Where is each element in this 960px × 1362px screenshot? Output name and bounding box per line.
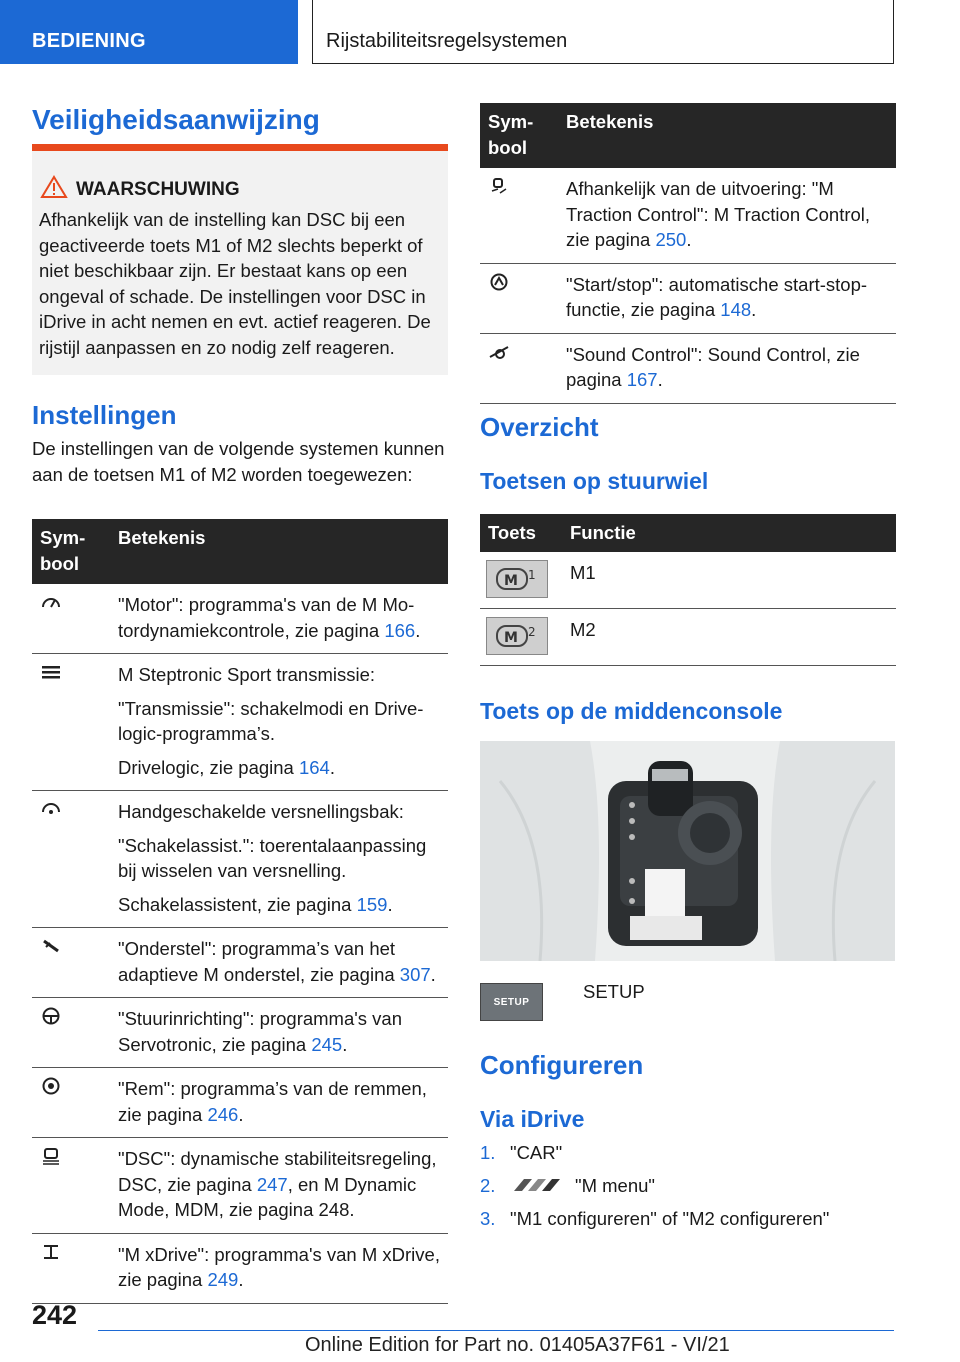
meaning-paragraph (566, 272, 888, 323)
meaning-text-suffix: . (751, 299, 757, 320)
table-row (32, 654, 448, 791)
m2-button-icon (486, 617, 548, 655)
settings-title: Instellingen (32, 400, 177, 430)
traction-icon (488, 177, 510, 195)
step-number: 1. (480, 1142, 496, 1163)
step-text: "M1 configureren" of "M2 configureren" (510, 1208, 830, 1229)
header-section: BEDIENING (32, 30, 146, 52)
meaning-paragraph (118, 755, 440, 781)
symbol-cell (32, 1068, 110, 1138)
list-item (480, 1142, 900, 1175)
console-title: Toets op de middenconsole (480, 698, 783, 724)
meaning-cell (110, 928, 448, 998)
meaning-cell (558, 168, 896, 263)
meaning-cell (110, 998, 448, 1068)
header-chapter-tab (312, 0, 894, 64)
meaning-paragraph (566, 342, 888, 393)
meaning-text: "M xDrive": programma's van M xDrive, zie pagina (118, 1243, 440, 1290)
safety-title: Veiligheidsaanwijzing (32, 104, 320, 135)
symbol-cell (32, 791, 110, 928)
table-row (480, 168, 896, 263)
wheel-title: Toetsen op stuurwiel (480, 468, 709, 494)
meaning-paragraph (118, 936, 440, 987)
table-row (32, 928, 448, 998)
page-reference-link[interactable]: 250 (655, 229, 687, 250)
page-reference-link[interactable]: 167 (626, 369, 658, 390)
footer-divider (98, 1330, 894, 1331)
meaning-paragraph (118, 662, 440, 688)
page-number: 242 (32, 1300, 78, 1330)
symbol-cell (32, 928, 110, 998)
page-reference-link[interactable]: 148 (720, 299, 752, 320)
edition-info: Online Edition for Part no. 01405A37F61 - VI/21 (305, 1334, 730, 1356)
meaning-paragraph (118, 1006, 440, 1057)
m1-button-icon (486, 560, 548, 598)
table-row (32, 791, 448, 928)
meaning-text: "Transmissie": schakelmodi en Drivelogic-programma’s. (118, 697, 424, 744)
meaning-text-suffix: . (415, 619, 421, 641)
meaning-cell (110, 1068, 448, 1138)
meaning-cell (110, 654, 448, 791)
overview-title: Overzicht (480, 412, 599, 442)
page-reference-link[interactable]: 166 (384, 619, 416, 641)
meaning-cell (110, 584, 448, 654)
meaning-cell (558, 333, 896, 403)
svg-text:1: 1 (528, 567, 536, 582)
col-key-header: Toets (480, 514, 562, 552)
settings-intro: De instellingen van de volgende systemen kunnen aan de toetsen M1 of M2 worden toegewezen: (32, 438, 445, 485)
list-item (480, 1175, 900, 1208)
symbol-cell (32, 998, 110, 1068)
xdrive-icon (40, 1243, 62, 1261)
setup-button-text: SETUP (493, 996, 530, 1008)
setup-label: SETUP (583, 981, 645, 1002)
keys-table (480, 514, 896, 666)
table-row (32, 1138, 448, 1234)
meaning-text: Handgeschakelde versnellingsbak: (118, 801, 404, 822)
gearshift-icon (40, 800, 62, 818)
suspension-icon (40, 937, 62, 955)
col-symbol-header: Sym-bool (32, 519, 110, 584)
symbol-cell (32, 1138, 110, 1234)
table-row (32, 1068, 448, 1138)
page-reference-link[interactable]: 307 (399, 963, 431, 985)
svg-text:M: M (504, 572, 518, 589)
meaning-text: "Schakelassist.": toerentalaanpassing bij wisselen van versnelling. (118, 834, 427, 881)
step-number: 3. (480, 1208, 496, 1229)
meaning-cell (110, 1138, 448, 1234)
symbol-cell (480, 263, 558, 333)
meaning-text: "Onderstel": programma’s van het adaptieve M onderstel, zie pagina (118, 938, 400, 985)
meaning-paragraph (118, 799, 440, 825)
center-console-image (480, 741, 895, 961)
gauge-icon (40, 593, 62, 611)
header-section-tab (0, 0, 298, 64)
list-item (480, 1208, 900, 1241)
col-meaning-header: Betekenis (558, 103, 896, 168)
transmission-icon (40, 663, 62, 681)
step-text: "M menu" (575, 1175, 655, 1196)
meaning-text-suffix: . (342, 1033, 348, 1055)
meaning-text-suffix: , en M Dynamic Mode, MDM, zie pagina 248. (118, 1173, 417, 1220)
symbol-cell (32, 654, 110, 791)
configure-title: Configureren (480, 1050, 644, 1080)
col-meaning-header: Betekenis (110, 519, 448, 584)
table-row (32, 584, 448, 654)
meaning-paragraph (118, 892, 440, 918)
symbol-cell (32, 1233, 110, 1303)
meaning-text: Afhankelijk van de uitvoering: "M Traction Control": M Traction Control, zie pagina (566, 178, 871, 250)
table-row (32, 1233, 448, 1303)
table-row (32, 998, 448, 1068)
meaning-paragraph (118, 1242, 440, 1293)
table-row (480, 552, 896, 609)
sound-icon (488, 343, 510, 361)
page-reference-link[interactable]: 249 (207, 1269, 239, 1290)
meaning-text: "Start/stop": automatische start-stop-functie, zie pagina (566, 273, 868, 320)
page-reference-link[interactable]: 159 (356, 893, 388, 915)
warning-text: Afhankelijk van de instelling kan DSC bij een geactiveerde toets M1 of M2 slechts beperkt of niet beschikbaar zijn. Er bestaat kans op een ongeval of schade. De instellingen voor DSC in iDrive in acht nemen en evt. actief reageren. De rijstijl aanpassen en zo nodig zelf reageren. (39, 209, 431, 358)
meaning-cell (110, 1233, 448, 1303)
meaning-text-suffix: . (430, 963, 436, 985)
warning-heading: WAARSCHUWING (76, 179, 240, 200)
page-reference-link[interactable]: 164 (298, 756, 330, 778)
setup-button-icon (480, 983, 543, 1021)
m-stripes-icon (510, 1177, 566, 1193)
page-reference-link[interactable]: 245 (311, 1033, 343, 1055)
symbol-cell (32, 584, 110, 654)
brake-icon (40, 1077, 62, 1095)
settings-table (32, 519, 448, 1304)
col-symbol-header: Sym-bool (480, 103, 558, 168)
key-function: M1 (562, 552, 896, 609)
warning-box (32, 144, 448, 375)
svg-text:M: M (504, 629, 518, 646)
steering-wheel-icon (40, 1007, 62, 1025)
meaning-text-suffix: . (329, 756, 335, 778)
meaning-paragraph (118, 1146, 440, 1223)
meaning-text: Drivelogic, zie pagina (118, 756, 299, 778)
meaning-text: Schakelassistent, zie pagina (118, 893, 357, 915)
meaning-cell (558, 263, 896, 333)
warning-triangle-icon (40, 175, 68, 199)
page-reference-link[interactable]: 247 (256, 1173, 288, 1195)
dsc-icon (40, 1147, 62, 1165)
meaning-paragraph (118, 1076, 440, 1127)
step-number: 2. (480, 1175, 496, 1196)
meaning-paragraph (118, 833, 440, 884)
meaning-text: "Rem": programma’s van de remmen, zie pagina (118, 1078, 427, 1125)
meaning-text: "Stuurinrichting": programma's van Servotronic, zie pagina (118, 1008, 403, 1055)
step-text: "CAR" (510, 1142, 563, 1163)
table-row (480, 263, 896, 333)
meaning-cell (110, 791, 448, 928)
symbol-cell (480, 333, 558, 403)
meaning-paragraph (566, 176, 888, 253)
meaning-text: "DSC": dynamische stabiliteitsregeling, DSC, zie pagina (118, 1148, 437, 1195)
meaning-text: "Motor": programma's van de M Motordynamiekcontrole, zie pagina (118, 594, 415, 641)
table-row (480, 333, 896, 403)
meaning-paragraph (118, 696, 440, 747)
meaning-text-suffix: . (238, 1269, 244, 1290)
table-row (480, 608, 896, 665)
settings-table-continued (480, 103, 896, 404)
steps-list (480, 1142, 900, 1241)
key-function: M2 (562, 608, 896, 665)
header-chapter: Rijstabiliteitsregelsystemen (326, 30, 568, 52)
meaning-text-suffix: . (387, 893, 393, 915)
col-function-header: Functie (562, 514, 896, 552)
symbol-cell (480, 168, 558, 263)
meaning-text-suffix: . (657, 369, 663, 390)
page-reference-link[interactable]: 246 (207, 1103, 239, 1125)
meaning-text-suffix: . (686, 229, 692, 250)
meaning-text: M Steptronic Sport transmissie: (118, 664, 376, 685)
start-stop-icon (488, 273, 510, 291)
idrive-title: Via iDrive (480, 1106, 585, 1132)
meaning-paragraph (118, 592, 440, 643)
svg-text:2: 2 (528, 624, 536, 639)
meaning-text-suffix: . (238, 1103, 244, 1125)
meaning-text: "Sound Control": Sound Control, zie pagina (566, 343, 860, 390)
